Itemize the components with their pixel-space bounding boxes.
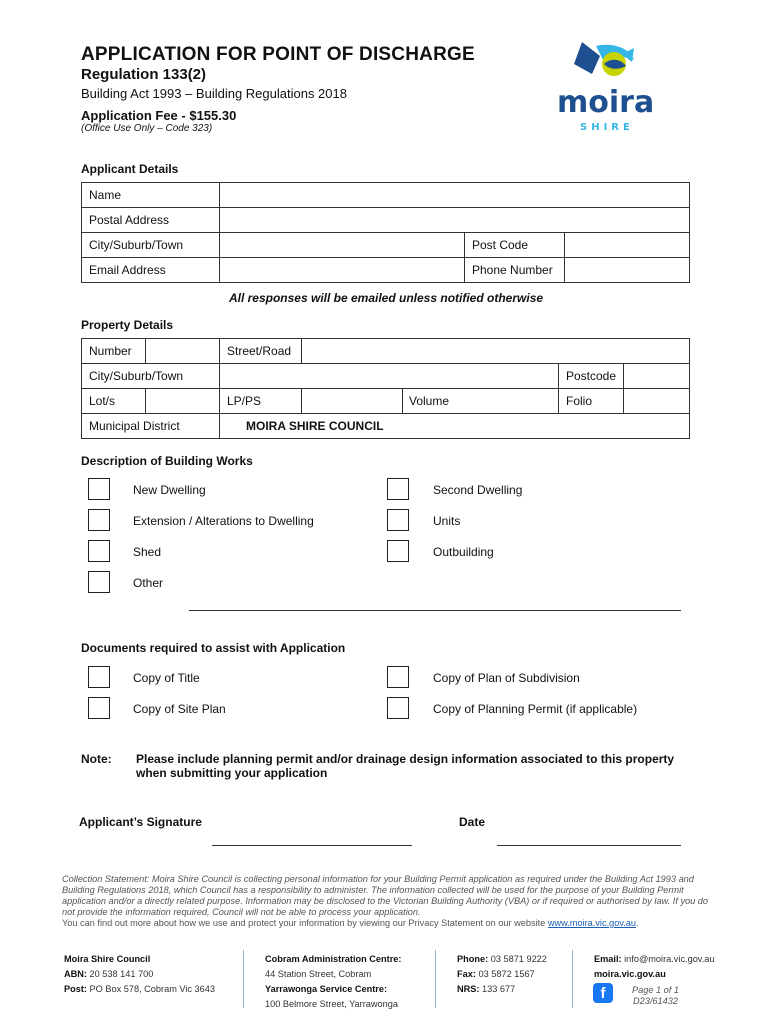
street-label: Street/Road	[220, 339, 302, 364]
copy-planning-permit-label: Copy of Planning Permit (if applicable)	[433, 702, 638, 716]
acts-line: Building Act 1993 – Building Regulations 2018	[81, 86, 347, 101]
note-text: Please include planning permit and/or drainage design information associated to this property when submitting your application	[136, 752, 675, 780]
abn-label: ABN:	[64, 969, 87, 979]
lpps-label: LP/PS	[220, 389, 302, 414]
second-dwelling-checkbox[interactable]	[387, 478, 409, 500]
copy-planning-permit-checkbox[interactable]	[387, 697, 409, 719]
second-dwelling-label: Second Dwelling	[433, 483, 523, 497]
facebook-icon[interactable]: f	[593, 983, 613, 1003]
note-label: Note:	[81, 752, 112, 766]
fax-value: 03 5872 1567	[478, 969, 535, 979]
collection-statement: Collection Statement: Moira Shire Council is collecting personal information for your Building Permit application as required under the Building Act 1993 and Building Regulations 2018, which Council has a responsibility to administer. The information collected will be used for the purpose of your Building Permit application and/or a directly related purpose. Information may be disclosed to the Victorian Building Authority (VBA) or if required or authorised by law. If you do not provide the information required, Council will not be able to process your application.	[62, 874, 709, 917]
footer-divider	[243, 950, 244, 1008]
shed-label: Shed	[133, 545, 162, 559]
yarrawonga-title: Yarrawonga Service Centre:	[265, 984, 388, 994]
district-label: Municipal District	[82, 414, 220, 439]
extension-label: Extension / Alterations to Dwelling	[133, 514, 314, 528]
city-label: City/Suburb/Town	[82, 233, 220, 258]
footer-col-online	[594, 952, 715, 982]
copy-title-checkbox[interactable]	[88, 666, 110, 688]
regulation-subtitle: Regulation 133(2)	[81, 66, 207, 83]
page-title: APPLICATION FOR POINT OF DISCHARGE	[81, 44, 475, 65]
lots-field[interactable]	[146, 389, 220, 414]
doc-reference: D23/61432	[633, 996, 678, 1006]
extension-checkbox[interactable]	[88, 509, 110, 531]
fax-label: Fax:	[457, 969, 476, 979]
application-fee: Application Fee - $155.30	[81, 108, 237, 123]
logo-main-text: moira	[557, 85, 655, 120]
website-link[interactable]: www.moira.vic.gov.au	[547, 918, 637, 928]
copy-title-label: Copy of Title	[133, 671, 200, 685]
footer-divider	[435, 950, 436, 1008]
new-dwelling-checkbox[interactable]	[88, 478, 110, 500]
moira-shire-logo	[552, 34, 682, 134]
lots-label: Lot/s	[82, 389, 146, 414]
folio-field[interactable]	[624, 389, 690, 414]
property-table	[81, 338, 690, 439]
street-field[interactable]	[302, 339, 690, 364]
footer-col-centres	[265, 952, 401, 1012]
folio-label: Folio	[559, 389, 624, 414]
date-label: Date	[459, 815, 486, 829]
property-heading: Property Details	[81, 318, 174, 332]
shed-checkbox[interactable]	[88, 540, 110, 562]
postcode-field[interactable]	[565, 233, 690, 258]
abn-value: 20 538 141 700	[89, 969, 154, 979]
property-postcode-label: Postcode	[559, 364, 624, 389]
units-checkbox[interactable]	[387, 509, 409, 531]
new-dwelling-label: New Dwelling	[133, 483, 206, 497]
logo-mark-icon	[552, 34, 682, 134]
council-title: Moira Shire Council	[64, 954, 151, 964]
number-field[interactable]	[146, 339, 220, 364]
phone-label: Phone:	[457, 954, 489, 964]
privacy-line	[62, 918, 742, 928]
copy-site-plan-checkbox[interactable]	[88, 697, 110, 719]
council-name: MOIRA SHIRE COUNCIL	[246, 419, 384, 433]
applicant-heading: Applicant Details	[81, 162, 179, 176]
email-label: Email:	[594, 954, 622, 964]
post-label: Post:	[64, 984, 87, 994]
logo-sub-text: SHIRE	[580, 122, 634, 133]
other-checkbox[interactable]	[88, 571, 110, 593]
name-label: Name	[82, 183, 220, 208]
footer-divider	[572, 950, 573, 1008]
email-field[interactable]	[220, 258, 465, 283]
documents-heading: Documents required to assist with Application	[81, 641, 346, 655]
property-city-label: City/Suburb/Town	[82, 364, 220, 389]
volume-label: Volume	[403, 389, 559, 414]
postcode-label: Post Code	[465, 233, 565, 258]
works-heading: Description of Building Works	[81, 454, 253, 468]
post-value: PO Box 578, Cobram Vic 3643	[89, 984, 215, 994]
nrs-label: NRS:	[457, 984, 480, 994]
postal-field[interactable]	[220, 208, 690, 233]
footer-col-council	[64, 952, 215, 997]
copy-subdivision-checkbox[interactable]	[387, 666, 409, 688]
units-label: Units	[433, 514, 461, 528]
cobram-address: 44 Station Street, Cobram	[265, 969, 372, 979]
property-city-field[interactable]	[220, 364, 559, 389]
lpps-field[interactable]	[302, 389, 403, 414]
signature-label: Applicant’s Signature	[79, 815, 202, 829]
email-notice: All responses will be emailed unless notified otherwise	[228, 291, 544, 305]
outbuilding-checkbox[interactable]	[387, 540, 409, 562]
copy-subdivision-label: Copy of Plan of Subdivision	[433, 671, 580, 685]
footer-col-contact	[457, 952, 547, 997]
city-field[interactable]	[220, 233, 465, 258]
phone-label: Phone Number	[465, 258, 565, 283]
cobram-title: Cobram Administration Centre:	[265, 954, 402, 964]
email-value: info@moira.vic.gov.au	[624, 954, 715, 964]
other-specify-line[interactable]	[189, 610, 681, 611]
outbuilding-label: Outbuilding	[433, 545, 494, 559]
page-number: Page 1 of 1	[632, 985, 679, 995]
applicant-table	[81, 182, 690, 283]
yarrawonga-address: 100 Belmore Street, Yarrawonga	[265, 999, 398, 1009]
phone-value: 03 5871 9222	[490, 954, 547, 964]
other-label: Other	[133, 576, 164, 590]
date-line[interactable]	[497, 845, 681, 846]
page-info	[618, 985, 693, 1007]
privacy-period: .	[636, 918, 639, 928]
copy-site-plan-label: Copy of Site Plan	[133, 702, 226, 716]
privacy-text: You can find out more about how we use and protect your information by viewing our Privacy Statement on our website	[62, 918, 546, 928]
postal-label: Postal Address	[82, 208, 220, 233]
signature-line[interactable]	[212, 845, 412, 846]
district-value	[220, 414, 690, 439]
email-label: Email Address	[82, 258, 220, 283]
nrs-value: 133 677	[482, 984, 516, 994]
number-label: Number	[82, 339, 146, 364]
property-postcode-field[interactable]	[624, 364, 690, 389]
office-use-note: (Office Use Only – Code 323)	[81, 123, 213, 134]
phone-field[interactable]	[565, 258, 690, 283]
name-field[interactable]	[220, 183, 690, 208]
web-value: moira.vic.gov.au	[594, 969, 666, 979]
